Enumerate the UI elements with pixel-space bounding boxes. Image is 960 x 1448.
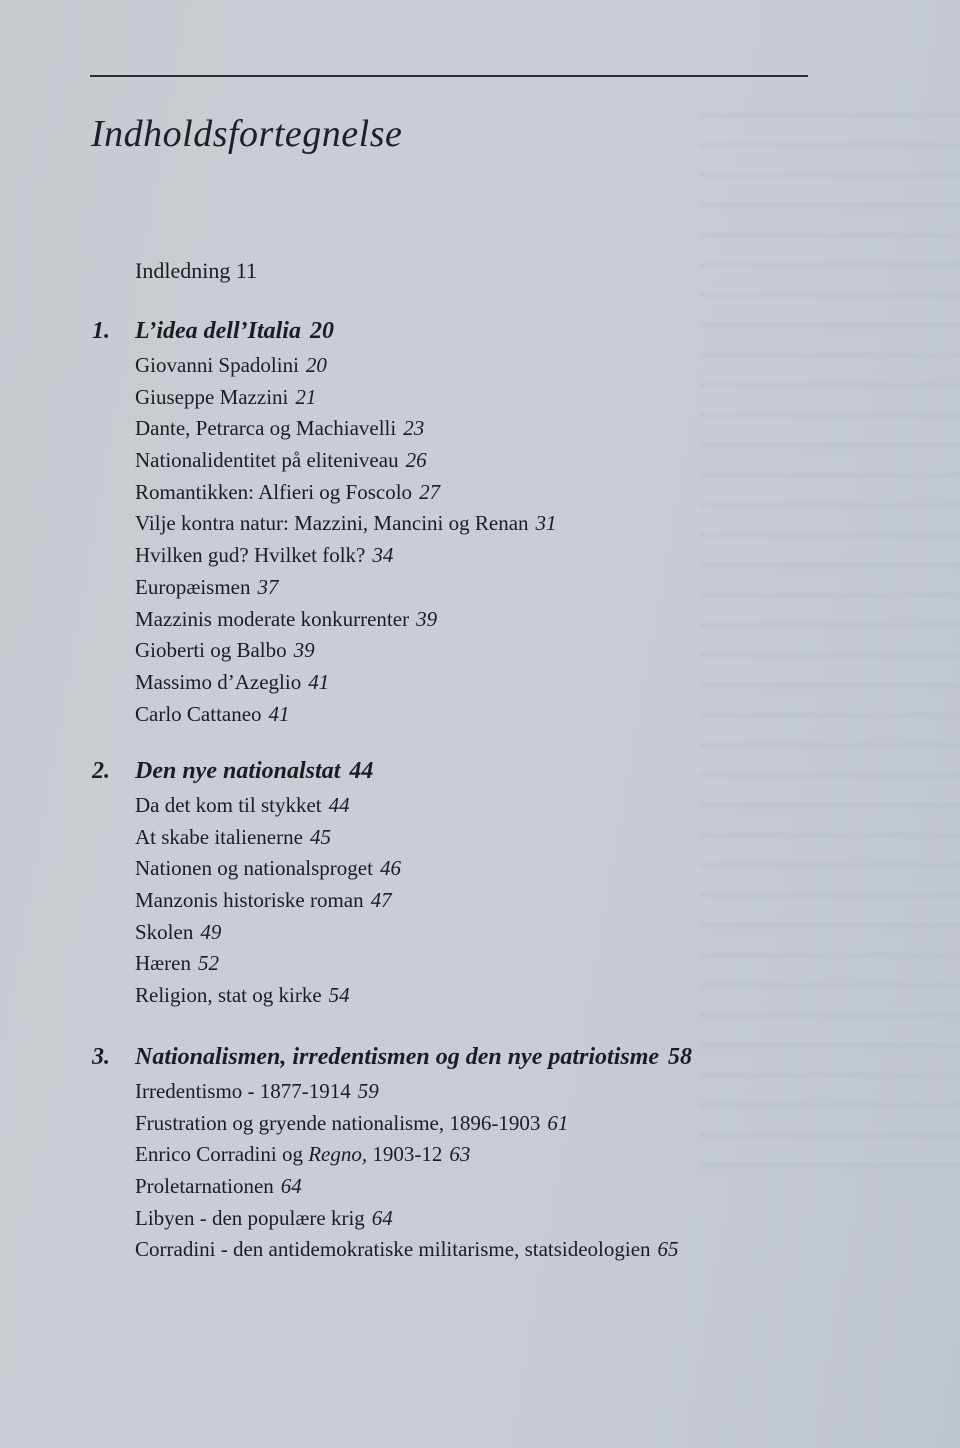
toc-entry: [135, 635, 557, 667]
toc-entry: [135, 790, 401, 822]
entry-page: 34: [372, 543, 394, 568]
entry-page: 39: [293, 638, 315, 663]
chapter-number: 2.: [92, 758, 110, 784]
entry-text: Hæren: [135, 951, 191, 976]
entry-page: 64: [371, 1205, 393, 1230]
chapter-entries: [92, 1076, 692, 1266]
entry-text: Massimo d’Azeglio: [135, 669, 302, 694]
entry-page: 41: [268, 701, 290, 726]
entry-text: Dante, Petrarca og Machiavelli: [135, 416, 397, 441]
toc-entry: [135, 1076, 692, 1108]
toc-entry: [135, 1203, 692, 1235]
chapter-title: Nationalismen, irredentismen og den nye patriotisme: [135, 1044, 660, 1070]
entry-page: 27: [419, 479, 441, 504]
toc-entry: [135, 980, 401, 1012]
entry-page: 41: [308, 669, 330, 694]
entry-text: Corradini - den antidemokratiske militarisme, statsideologien: [135, 1237, 651, 1262]
toc-entry: [135, 350, 557, 382]
entry-page: 39: [416, 606, 438, 631]
chapter-title: L’idea dell’Italia: [135, 318, 301, 344]
entry-text: Vilje kontra natur: Mazzini, Mancini og Renan: [135, 511, 529, 536]
entry-text: Manzonis historiske roman: [135, 888, 364, 913]
entry-page: 54: [328, 983, 350, 1008]
entry-page: 49: [200, 919, 222, 944]
chapter-entries: [92, 350, 557, 730]
toc-entry: [135, 822, 401, 854]
toc-entry: [135, 540, 557, 572]
chapter-3: [92, 1044, 692, 1266]
chapter-title: Den nye nationalstat: [135, 758, 341, 784]
entry-page: 61: [547, 1110, 569, 1135]
entry-text: Indledning: [135, 258, 231, 283]
entry-page: 31: [535, 511, 557, 536]
entry-page: 21: [295, 384, 317, 409]
chapter-entries: [92, 790, 401, 1012]
toc-entry: [135, 382, 557, 414]
entry-page: 47: [370, 888, 392, 913]
chapter-number: 1.: [92, 318, 110, 344]
entry-text: Proletarnationen: [135, 1174, 274, 1199]
toc-entry: [135, 1108, 692, 1140]
entry-page: 37: [257, 574, 279, 599]
entry-page: 23: [403, 416, 425, 441]
entry-text: Nationalidentitet på eliteniveau: [135, 448, 399, 473]
entry-text: Da det kom til stykket: [135, 793, 322, 817]
toc-intro-entry: [135, 258, 257, 284]
toc-entry: [135, 572, 557, 604]
entry-text: Frustration og gryende nationalisme, 1896-1903: [135, 1110, 541, 1135]
entry-text: Europæismen: [135, 574, 251, 599]
chapter-heading: [92, 1044, 692, 1076]
toc-entry: [135, 445, 557, 477]
toc-entry: [135, 948, 401, 980]
entry-text: At skabe italienerne: [135, 824, 303, 849]
entry-page: 11: [235, 258, 258, 283]
chapter-page: 20: [309, 318, 334, 344]
toc-entry: [135, 413, 557, 445]
entry-text: Skolen: [135, 919, 194, 944]
entry-text: Nationen og nationalsproget: [135, 856, 373, 881]
entry-page: 45: [309, 824, 331, 849]
entry-text: Giuseppe Mazzini: [135, 384, 289, 409]
entry-page: 46: [379, 856, 401, 881]
toc-entry: [135, 699, 557, 731]
chapter-page: 58: [668, 1044, 693, 1070]
entry-text: Hvilken gud? Hvilket folk?: [135, 543, 366, 568]
entry-text: Mazzinis moderate konkurrenter: [135, 606, 410, 631]
toc-entry: [135, 604, 557, 636]
toc-entry: [135, 508, 557, 540]
entry-text: Libyen - den populære krig: [135, 1205, 365, 1230]
toc-entry: [135, 885, 401, 917]
toc-entry: [135, 1234, 692, 1266]
entry-page: 59: [357, 1079, 379, 1103]
entry-text: Giovanni Spadolini: [135, 353, 299, 377]
entry-page: 65: [657, 1237, 679, 1262]
entry-text: Irredentismo - 1877-1914: [135, 1079, 351, 1103]
toc-entry: [135, 853, 401, 885]
page-title: Indholdsfortegnelse: [91, 113, 403, 155]
toc-entry: [135, 477, 557, 509]
entry-italic-title: Regno,: [308, 1142, 368, 1167]
entry-text: Romantikken: Alfieri og Foscolo: [135, 479, 413, 504]
entry-page: 20: [305, 353, 327, 377]
show-through-text: [700, 90, 960, 1190]
entry-text: Enrico Corradini og: [135, 1142, 303, 1167]
entry-text: Gioberti og Balbo: [135, 638, 287, 663]
entry-text: Carlo Cattaneo: [135, 701, 262, 726]
toc-entry: [135, 917, 401, 949]
entry-text: Religion, stat og kirke: [135, 983, 322, 1008]
toc-entry: [135, 1139, 692, 1171]
chapter-number: 3.: [92, 1044, 110, 1070]
toc-entry: [135, 667, 557, 699]
chapter-page: 44: [349, 758, 374, 784]
entry-page: 44: [328, 793, 350, 817]
entry-page: 26: [405, 448, 427, 473]
entry-text-after: 1903-12: [372, 1142, 443, 1167]
toc-entry: [135, 1171, 692, 1203]
top-rule: [90, 75, 808, 77]
chapter-heading: [92, 318, 557, 350]
entry-page: 63: [449, 1142, 471, 1167]
entry-page: 64: [280, 1174, 302, 1199]
chapter-2: [92, 758, 401, 1012]
entry-page: 52: [198, 951, 219, 976]
chapter-1: [92, 318, 557, 730]
chapter-heading: [92, 758, 401, 790]
